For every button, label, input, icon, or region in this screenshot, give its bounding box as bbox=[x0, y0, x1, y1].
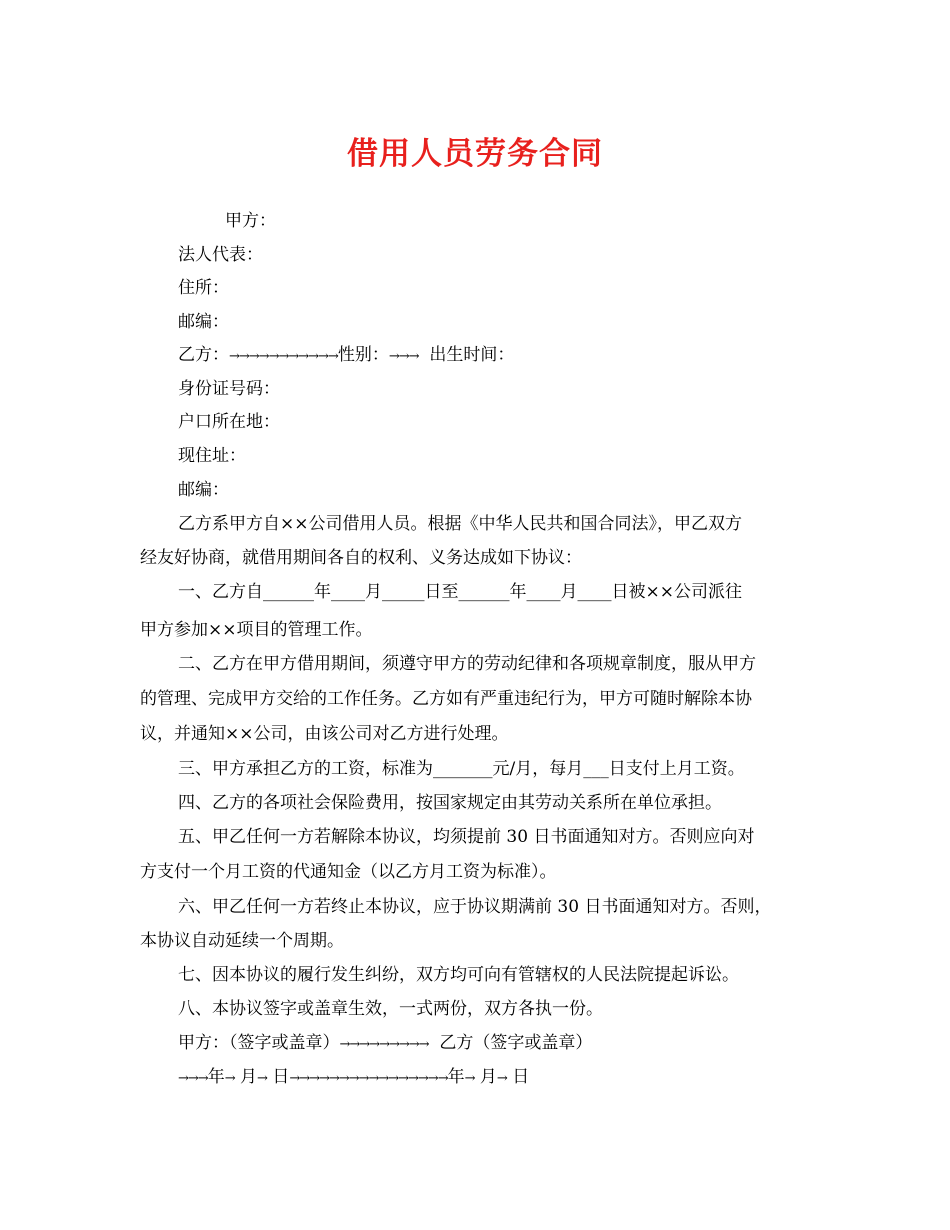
day-label: 日 bbox=[512, 1067, 530, 1087]
gender-label: 性别： bbox=[337, 345, 389, 365]
party-b-row bbox=[178, 344, 514, 368]
clause-2: 二、乙方在甲方借用期间，须遵守甲方的劳动纪律和各项规章制度，服从甲方 bbox=[178, 654, 756, 674]
arrow-filler: →→→ bbox=[178, 1071, 208, 1086]
clause-5: 五、甲乙任何一方若解除本协议，均须提前 30 日书面通知对方。否则应向对 bbox=[178, 827, 755, 847]
arrow-filler: → bbox=[224, 1071, 235, 1086]
year-label: 年 bbox=[207, 1067, 225, 1087]
arrow-filler: →→→→→→→→→ bbox=[339, 1037, 429, 1052]
intro-paragraph: 经友好协商，就借用期间各自的权利、义务达成如下协议： bbox=[140, 548, 582, 568]
postcode-a-field: 邮编： bbox=[178, 312, 229, 332]
current-address-field: 现住址： bbox=[178, 446, 246, 466]
clause-1: 一、乙方自______年____月_____日至______年____月____日被××公司派往 bbox=[178, 582, 742, 602]
arrow-filler: →→→ bbox=[388, 349, 419, 364]
party-a-signature-label: 甲方：（签字或盖章） bbox=[178, 1033, 340, 1053]
postcode-b-field: 邮编： bbox=[178, 480, 229, 500]
id-number-field: 身份证号码： bbox=[178, 379, 280, 399]
document-title: 借用人员劳务合同 bbox=[347, 136, 603, 172]
clause-1: 甲方参加××项目的管理工作。 bbox=[140, 620, 373, 640]
month-label: 月 bbox=[240, 1067, 257, 1087]
address-a-field: 住所： bbox=[178, 278, 229, 298]
month-label: 月 bbox=[479, 1067, 497, 1087]
clause-2: 的管理、完成甲方交给的工作任务。乙方如有严重违纪行为，甲方可随时解除本协 bbox=[140, 689, 752, 709]
arrow-filler: → bbox=[496, 1071, 507, 1086]
party-b-signature-label: 乙方（签字或盖章） bbox=[439, 1033, 593, 1053]
arrow-filler: → bbox=[464, 1071, 475, 1086]
clause-5: 方支付一个月工资的代通知金（以乙方月工资为标准）。 bbox=[140, 862, 557, 882]
clause-6: 本协议自动延续一个周期。 bbox=[140, 931, 344, 951]
party-b-label: 乙方： bbox=[178, 345, 229, 365]
clause-8: 八、本协议签字或盖章生效，一式两份，双方各执一份。 bbox=[178, 999, 603, 1019]
year-label: 年 bbox=[447, 1067, 465, 1087]
arrow-filler: →→→→→→→→→→→ bbox=[229, 349, 338, 364]
clause-3: 三、甲方承担乙方的工资，标准为_______元/月，每月___日支付上月工资。 bbox=[178, 759, 745, 779]
arrow-filler: → bbox=[257, 1071, 267, 1086]
signature-row bbox=[178, 1032, 592, 1056]
clause-6: 六、甲乙任何一方若终止本协议，应于协议期满前 30 日书面通知对方。否则， bbox=[178, 897, 772, 917]
birth-label: 出生时间： bbox=[429, 345, 515, 365]
clause-2: 议，并通知××公司，由该公司对乙方进行处理。 bbox=[140, 724, 509, 744]
clause-4: 四、乙方的各项社会保险费用，按国家规定由其劳动关系所在单位承担。 bbox=[178, 793, 722, 813]
intro-paragraph: 乙方系甲方自××公司借用人员。根据《中华人民共和国合同法》，甲乙双方 bbox=[178, 514, 742, 534]
day-label: 日 bbox=[272, 1067, 290, 1087]
legal-rep-field: 法人代表： bbox=[178, 245, 263, 265]
arrow-filler: →→→→→→→→→→→→→→→→ bbox=[289, 1071, 448, 1086]
date-row bbox=[178, 1066, 529, 1090]
clause-7: 七、因本协议的履行发生纠纷，双方均可向有管辖权的人民法院提起诉讼。 bbox=[178, 965, 739, 985]
hukou-field: 户口所在地： bbox=[178, 412, 280, 432]
party-a-field: 甲方： bbox=[225, 211, 276, 231]
